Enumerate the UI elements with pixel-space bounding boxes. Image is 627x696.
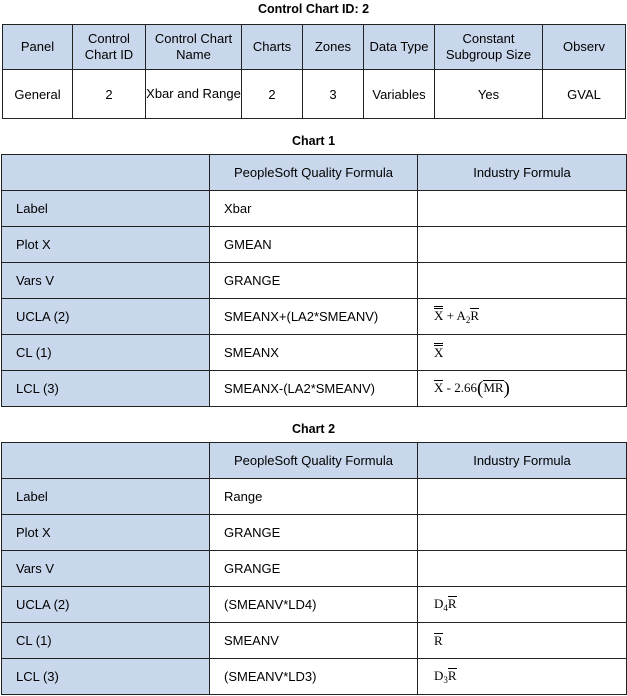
- cell-panel: General: [3, 70, 73, 119]
- row-industry: [418, 479, 627, 515]
- row-label: Label: [2, 191, 210, 227]
- cell-control-chart-id: 2: [73, 70, 146, 119]
- chart2-table: [1, 442, 627, 695]
- table-row: [2, 227, 627, 263]
- row-label: Vars V: [2, 551, 210, 587]
- table-row: [2, 191, 627, 227]
- row-label: LCL (3): [2, 659, 210, 695]
- row-industry-formula: $D_4R$: [418, 587, 627, 623]
- row-label: LCL (3): [2, 371, 210, 407]
- summary-table: [2, 24, 626, 119]
- header-data-type: Data Type: [364, 25, 435, 70]
- table-row: [2, 335, 627, 371]
- table-row: [2, 263, 627, 299]
- row-industry-formula: R: [418, 623, 627, 659]
- row-formula: Range: [210, 479, 418, 515]
- row-formula: SMEANX: [210, 335, 418, 371]
- row-industry: [418, 191, 627, 227]
- row-industry-formula: $D_3R$: [418, 659, 627, 695]
- cell-charts: 2: [242, 70, 303, 119]
- row-industry-formula: X - 2.66(MR): [418, 371, 627, 407]
- table-row: [2, 299, 627, 335]
- row-formula: GRANGE: [210, 263, 418, 299]
- header-control-chart-name: Control Chart Name: [146, 25, 242, 70]
- row-label: Label: [2, 479, 210, 515]
- cell-observ: GVAL: [543, 70, 626, 119]
- chart2-header-peoplesoft: PeopleSoft Quality Formula: [210, 443, 418, 479]
- row-formula: (SMEANV*LD4): [210, 587, 418, 623]
- chart2-caption: Chart 2: [291, 422, 336, 436]
- chart1-header-blank: [2, 155, 210, 191]
- header-panel: Panel: [3, 25, 73, 70]
- row-label: UCLA (2): [2, 299, 210, 335]
- header-control-chart-id: Control Chart ID: [73, 25, 146, 70]
- row-industry: [418, 551, 627, 587]
- header-zones: Zones: [303, 25, 364, 70]
- row-formula: SMEANV: [210, 623, 418, 659]
- table-row: [2, 479, 627, 515]
- row-formula: GRANGE: [210, 551, 418, 587]
- chart1-caption: Chart 1: [291, 134, 336, 148]
- table-row: [2, 551, 627, 587]
- header-constant-subgroup-size: Constant Subgroup Size: [435, 25, 543, 70]
- chart2-header-blank: [2, 443, 210, 479]
- table-row: [2, 623, 627, 659]
- row-formula: GRANGE: [210, 515, 418, 551]
- row-formula: SMEANX-(LA2*SMEANV): [210, 371, 418, 407]
- table-row: [2, 659, 627, 695]
- chart2-header-industry: Industry Formula: [418, 443, 627, 479]
- row-formula: SMEANX+(LA2*SMEANV): [210, 299, 418, 335]
- cell-constant-subgroup-size: Yes: [435, 70, 543, 119]
- row-label: CL (1): [2, 335, 210, 371]
- table-row: [2, 515, 627, 551]
- row-label: Plot X: [2, 227, 210, 263]
- row-industry-formula: X: [418, 335, 627, 371]
- chart1-header-industry: Industry Formula: [418, 155, 627, 191]
- cell-control-chart-name: Xbar and Range: [146, 70, 242, 119]
- row-formula: GMEAN: [210, 227, 418, 263]
- row-industry: [418, 227, 627, 263]
- page-title: Control Chart ID: 2: [257, 2, 370, 16]
- row-formula: Xbar: [210, 191, 418, 227]
- row-label: CL (1): [2, 623, 210, 659]
- table-row: [2, 587, 627, 623]
- row-industry: [418, 515, 627, 551]
- row-industry: [418, 263, 627, 299]
- table-row: [2, 371, 627, 407]
- row-label: Plot X: [2, 515, 210, 551]
- row-formula: (SMEANV*LD3): [210, 659, 418, 695]
- cell-data-type: Variables: [364, 70, 435, 119]
- header-charts: Charts: [242, 25, 303, 70]
- row-industry-formula: $X + A_2R$: [418, 299, 627, 335]
- row-label: Vars V: [2, 263, 210, 299]
- chart1-header-peoplesoft: PeopleSoft Quality Formula: [210, 155, 418, 191]
- chart1-table: [1, 154, 627, 407]
- cell-zones: 3: [303, 70, 364, 119]
- header-observ: Observ: [543, 25, 626, 70]
- row-label: UCLA (2): [2, 587, 210, 623]
